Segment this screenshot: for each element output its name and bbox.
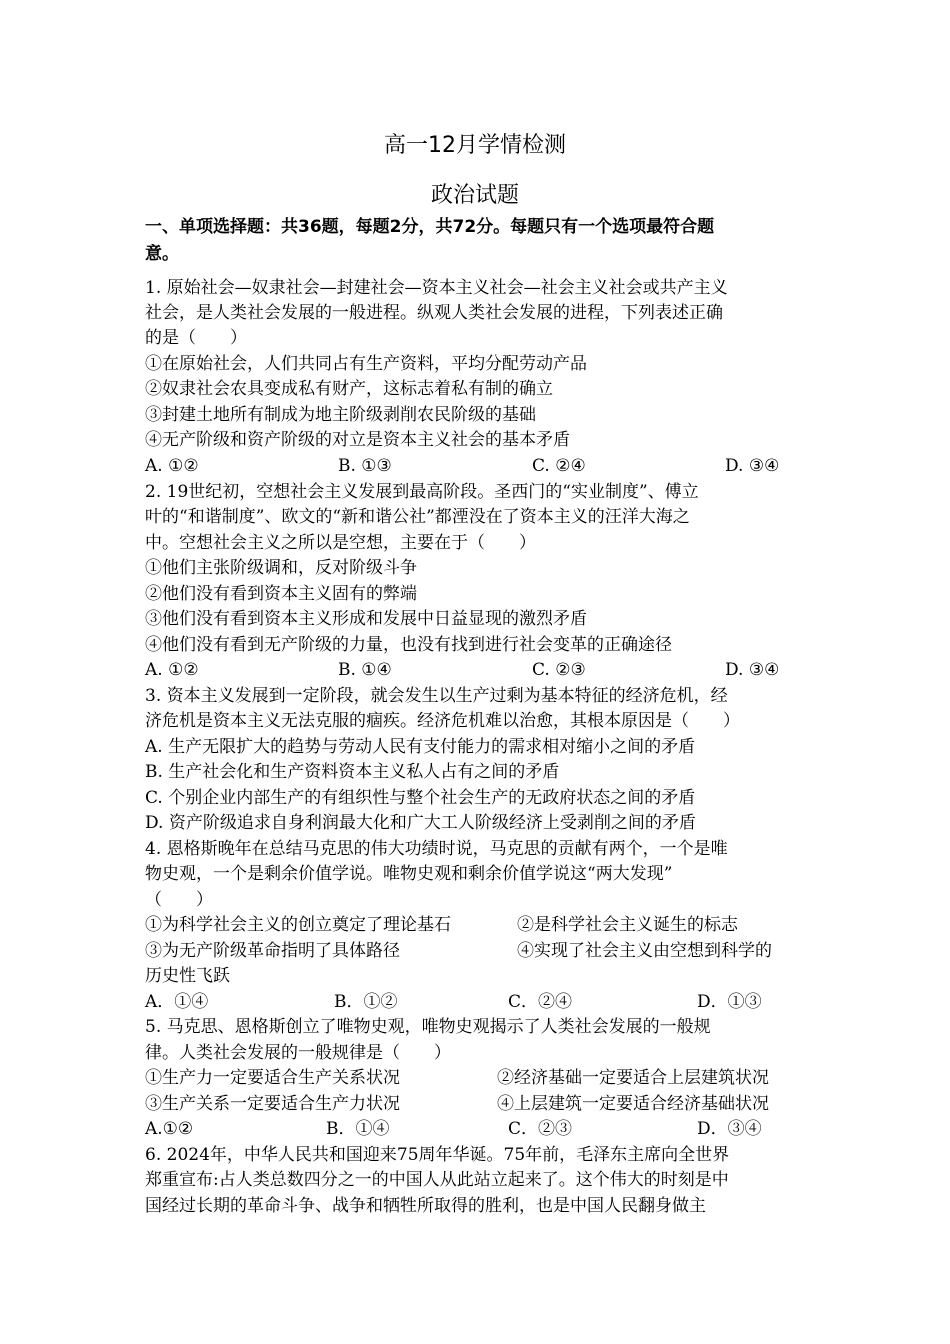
- exam-title: 高一12月学情检测: [384, 133, 566, 158]
- q1-stem: 1. 原始社会—奴隶社会—封建社会—资本主义社会—社会主义社会或共产主义: [145, 278, 728, 298]
- q1-option-c: C. ②④: [532, 456, 586, 476]
- q2-statement: ③他们没有看到资本主义形成和发展中日益显现的激烈矛盾: [145, 609, 587, 629]
- q4-option-b: B．①②: [334, 992, 398, 1012]
- q4-stem: 物史观，一个是剩余价值学说。唯物史观和剩余价值学说这“两大发现”: [145, 864, 673, 884]
- q2-option-a: A. ①②: [145, 660, 199, 680]
- q5-statement-2: ②经济基础一定要适合上层建筑状况: [497, 1068, 769, 1088]
- q2-statement: ④他们没有看到无产阶级的力量，也没有找到进行社会变革的正确途径: [145, 635, 672, 655]
- q4-option-a: A．①④: [145, 992, 209, 1012]
- q3-option-d: D. 资产阶级追求自身利润最大化和广大工人阶级经济上受剥削之间的矛盾: [145, 813, 696, 833]
- q1-statement: ④无产阶级和资产阶级的对立是资本主义社会的基本矛盾: [145, 430, 570, 450]
- q2-stem: 2. 19世纪初，空想社会主义发展到最高阶段。圣西门的“实业制度”、傅立: [145, 482, 699, 502]
- q4-statement-3: ③为无产阶级革命指明了具体路径: [145, 941, 400, 961]
- q3-stem: 济危机是资本主义无法克服的痼疾。经济危机难以治愈，其根本原因是（ ）: [145, 711, 740, 731]
- q1-stem: 的是（ ）: [145, 328, 247, 348]
- q5-option-c: C．②③: [508, 1119, 573, 1139]
- exam-subtitle: 政治试题: [430, 183, 519, 208]
- q1-statement: ①在原始社会，人们共同占有生产资料，平均分配劳动产品: [145, 354, 587, 374]
- section-heading: 一、单项选择题：共36题，每题2分，共72分。每题只有一个选项最符合题: [145, 217, 715, 237]
- q2-option-b: B. ①④: [338, 660, 392, 680]
- q3-option-b: B. 生产社会化和生产资料资本主义私人占有之间的矛盾: [145, 762, 560, 782]
- q2-stem: 中。空想社会主义之所以是空想，主要在于（ ）: [145, 533, 536, 553]
- q5-option-d: D．③④: [697, 1119, 762, 1139]
- q5-stem: 5. 马克思、恩格斯创立了唯物史观，唯物史观揭示了人类社会发展的一般规: [145, 1017, 711, 1037]
- q2-statement: ②他们没有看到资本主义固有的弊端: [145, 584, 417, 604]
- q4-stem: 4. 恩格斯晚年在总结马克思的伟大功绩时说，马克思的贡献有两个，一个是唯: [145, 839, 728, 859]
- q1-statement: ③封建土地所有制成为地主阶级剥削农民阶级的基础: [145, 405, 536, 425]
- section-heading-cont: 意。: [145, 244, 179, 264]
- q2-option-d: D. ③④: [725, 660, 780, 680]
- q2-stem: 叶的“和谐制度”、欧文的“新和谐公社”都湮没在了资本主义的汪洋大海之: [145, 507, 690, 527]
- q4-option-c: C．②④: [508, 992, 573, 1012]
- q1-option-d: D. ③④: [725, 456, 780, 476]
- q2-statement: ①他们主张阶级调和，反对阶级斗争: [145, 558, 417, 578]
- q4-statement-1: ①为科学社会主义的创立奠定了理论基石: [145, 915, 451, 935]
- q5-option-a: A.①②: [145, 1119, 194, 1139]
- q2-option-c: C. ②③: [532, 660, 586, 680]
- q5-statement-1: ①生产力一定要适合生产关系状况: [145, 1068, 400, 1088]
- q1-option-a: A. ①②: [145, 456, 199, 476]
- q3-option-c: C. 个别企业内部生产的有组织性与整个社会生产的无政府状态之间的矛盾: [145, 788, 696, 808]
- q1-statement: ②奴隶社会农具变成私有财产，这标志着私有制的确立: [145, 379, 553, 399]
- q1-stem: 社会，是人类社会发展的一般进程。纵观人类社会发展的进程，下列表述正确: [145, 303, 723, 323]
- q4-statement-4-cont: 历史性飞跃: [145, 966, 230, 986]
- q6-stem: 国经过长期的革命斗争、战争和牺牲所取得的胜利，也是中国人民翻身做主: [145, 1196, 706, 1216]
- q6-stem: 6. 2024年，中华人民共和国迎来75周年华诞。75年前，毛泽东主席向全世界: [145, 1145, 730, 1165]
- q5-statement-4: ④上层建筑一定要适合经济基础状况: [497, 1094, 769, 1114]
- q3-stem: 3. 资本主义发展到一定阶段，就会发生以生产过剩为基本特征的经济危机，经: [145, 686, 728, 706]
- q4-option-d: D．①③: [697, 992, 762, 1012]
- q6-stem: 郑重宣布:占人类总数四分之一的中国人从此站立起来了。这个伟大的时刻是中: [145, 1170, 729, 1190]
- q4-statement-4: ④实现了社会主义由空想到科学的: [517, 941, 772, 961]
- q5-option-b: B．①④: [326, 1119, 390, 1139]
- q5-statement-3: ③生产关系一定要适合生产力状况: [145, 1094, 400, 1114]
- q4-statement-2: ②是科学社会主义诞生的标志: [517, 915, 738, 935]
- q4-stem: （ ）: [145, 890, 213, 910]
- q1-option-b: B. ①③: [338, 456, 392, 476]
- q5-stem: 律。人类社会发展的一般规律是（ ）: [145, 1043, 451, 1063]
- q3-option-a: A. 生产无限扩大的趋势与劳动人民有支付能力的需求相对缩小之间的矛盾: [145, 737, 696, 757]
